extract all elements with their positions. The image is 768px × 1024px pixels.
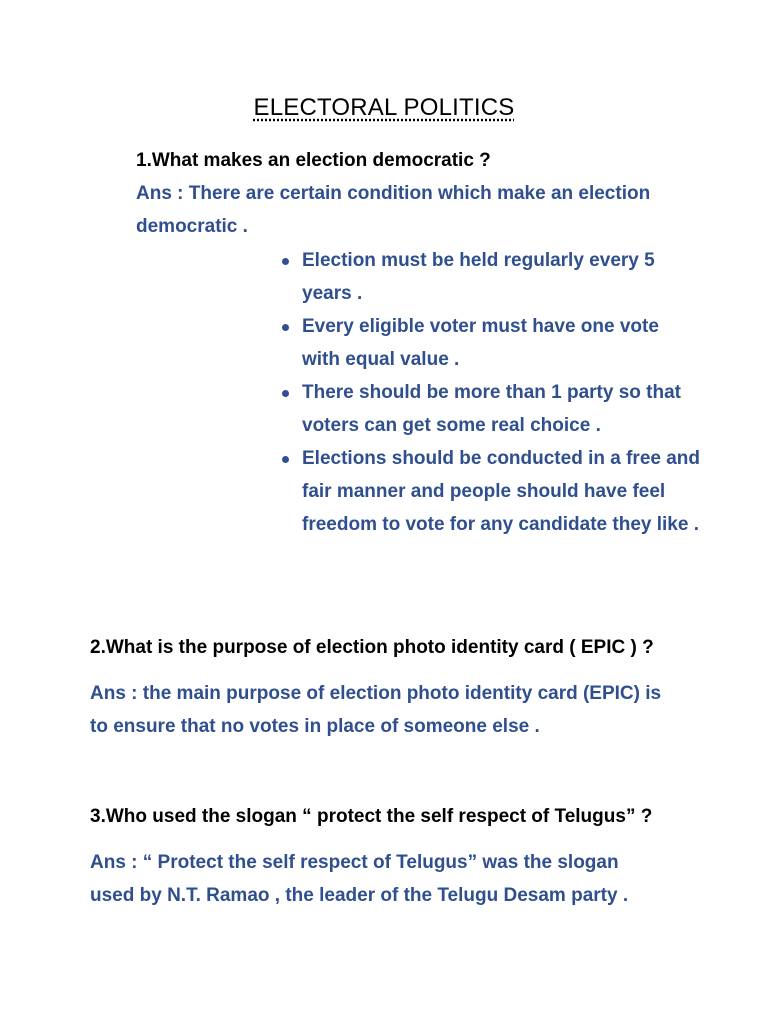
answer-3 [90,846,750,912]
document-title [0,94,768,122]
bullet-item [282,442,702,541]
answer-2-line-2: to ensure that no votes in place of someone else . [90,716,540,737]
title-text: ELECTORAL POLITICS [253,94,515,121]
answer-1-line-2: democratic . [136,216,248,237]
question-1: 1.What makes an election democratic ? [136,150,491,171]
bullet-dot-icon [282,324,289,331]
answer-3-line-1: Ans : “ Protect the self respect of Telugus” was the slogan [90,852,619,873]
bullet-text: Every eligible voter must have one vote with equal value . [302,316,659,370]
question-3: 3.Who used the slogan “ protect the self respect of Telugus” ? [90,806,653,827]
bullet-dot-icon [282,390,289,397]
answer-1-line-1: Ans : There are certain condition which make an election [136,183,651,204]
bullet-item [282,244,702,310]
bullet-item [282,376,702,442]
bullet-text: There should be more than 1 party so that voters can get some real choice . [302,382,682,436]
bullet-dot-icon [282,258,289,265]
bullet-dot-icon [282,456,289,463]
answer-1 [136,177,736,243]
answer-2-line-1: Ans : the main purpose of election photo identity card (EPIC) is [90,683,662,704]
answer-3-line-2: used by N.T. Ramao , the leader of the Telugu Desam party . [90,885,629,906]
bullet-item [282,310,702,376]
bullet-text: Election must be held regularly every 5 years . [302,250,655,304]
bullet-text: Elections should be conducted in a free and fair manner and people should have feel freedom to vote for any candidate they like . [302,448,701,535]
question-2: 2.What is the purpose of election photo identity card ( EPIC ) ? [90,637,654,658]
answer-2 [90,677,750,743]
answer-1-bullet-list [282,244,702,541]
